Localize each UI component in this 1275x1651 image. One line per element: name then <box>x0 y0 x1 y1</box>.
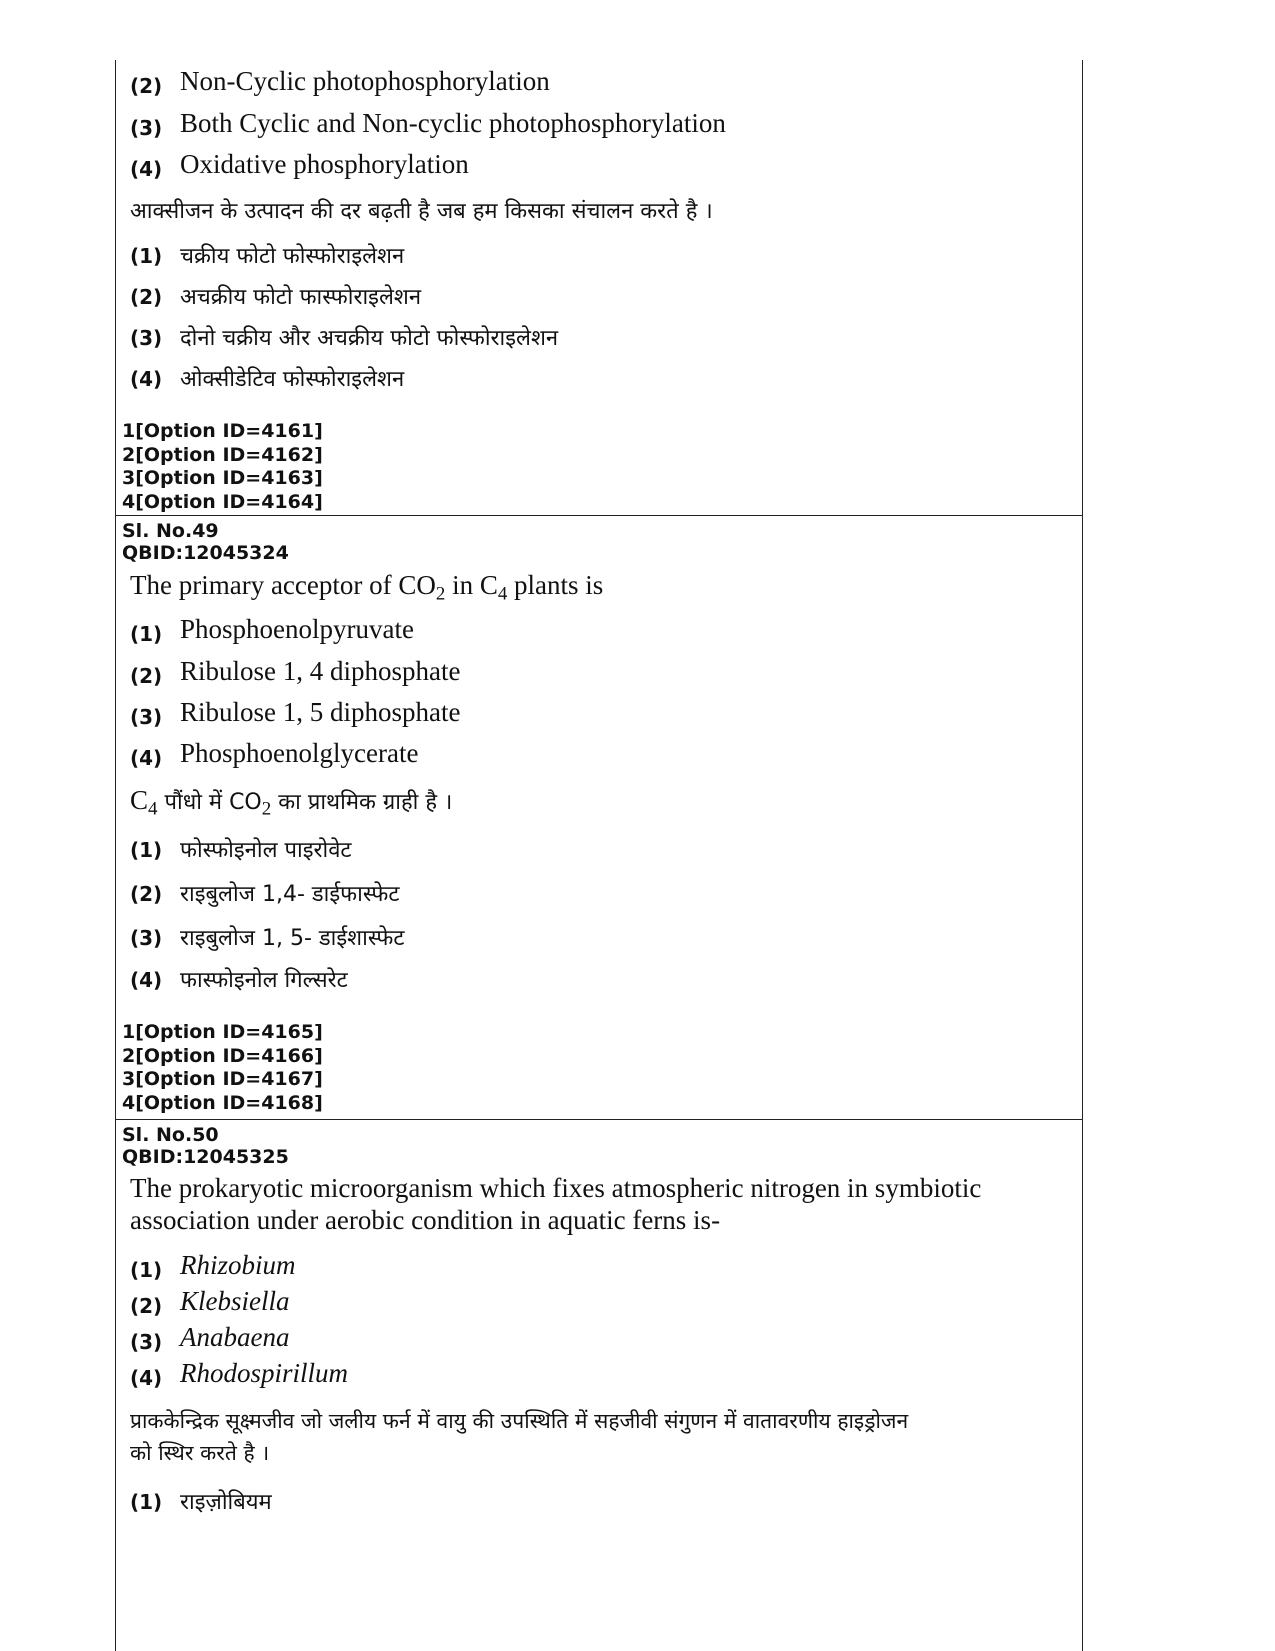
option-number: (1) <box>130 1490 163 1514</box>
stem-text: in C <box>445 570 498 600</box>
question-stem <box>130 1172 981 1236</box>
option-number: (4) <box>130 367 163 391</box>
option-text: Klebsiella <box>180 1286 290 1316</box>
option-number: (2) <box>130 882 163 906</box>
option-id: 1[Option ID=4165] <box>122 1021 323 1043</box>
option-text-hindi: राइबुलोज 1,4- डाईफास्फेट <box>180 882 400 907</box>
option-text: Phosphoenolglycerate <box>180 738 419 768</box>
option-number: (1) <box>130 1258 163 1282</box>
option-id: 2[Option ID=4162] <box>122 443 323 466</box>
serial-number: Sl. No.50 <box>122 1124 219 1146</box>
stem-text: का प्राथमिक ग्राही है । <box>271 790 453 815</box>
option-number: (4) <box>130 968 163 992</box>
question-stem-hindi <box>130 1405 908 1469</box>
option-number: (3) <box>130 326 163 350</box>
subscript: 4 <box>497 583 508 605</box>
option-text-hindi: फास्फोइनोल गिल्सरेट <box>180 968 348 993</box>
option-text: Ribulose 1, 4 diphosphate <box>180 656 461 686</box>
stem-line: प्राककेन्द्रिक सूक्ष्मजीव जो जलीय फर्न में वायु की उपस्थिति में सहजीवी संगुणन में वातावरणीय हाइड्रोजन <box>130 1409 909 1433</box>
question-stem-hindi: आक्सीजन के उत्पादन की दर बढ़ती है जब हम किसका संचालन करते है । <box>130 199 713 224</box>
option-text: Ribulose 1, 5 diphosphate <box>180 697 461 727</box>
stem-text: The primary acceptor of CO <box>130 570 436 600</box>
option-text-hindi: राइज़ोबियम <box>180 1490 272 1515</box>
option-number: (3) <box>130 926 163 950</box>
option-number: (2) <box>130 1294 163 1318</box>
stem-text: पौंधो में CO <box>157 790 262 815</box>
option-number: (1) <box>130 244 163 268</box>
option-text: Anabaena <box>180 1322 290 1352</box>
option-text-hindi: अचक्रीय फोटो फास्फोराइलेशन <box>180 285 422 310</box>
subscript: 2 <box>435 583 446 605</box>
question-meta <box>122 1124 289 1168</box>
subscript: 2 <box>261 798 272 820</box>
option-id: 3[Option ID=4167] <box>122 1068 323 1090</box>
stem-line: association under aerobic condition in aquatic ferns is- <box>130 1205 721 1235</box>
option-text: Oxidative phosphorylation <box>180 149 469 179</box>
option-text: Phosphoenolpyruvate <box>180 614 414 644</box>
stem-line: को स्थिर करते है । <box>130 1441 270 1465</box>
option-text-hindi: दोनो चक्रीय और अचक्रीय फोटो फोस्फोराइलेशन <box>180 326 559 351</box>
question-50 <box>116 1120 1082 1651</box>
option-text-hindi: ओक्सीडेटिव फोस्फोराइलेशन <box>180 367 405 392</box>
subscript: 4 <box>148 798 158 820</box>
question-49 <box>116 516 1082 1119</box>
question-stem <box>130 569 603 611</box>
option-id-list <box>122 1021 323 1115</box>
question-meta <box>122 520 289 564</box>
stem-line: The prokaryotic microorganism which fixes atmospheric nitrogen in symbiotic <box>130 1173 982 1203</box>
option-text-hindi: फोस्फोइनोल पाइरोवेट <box>180 838 352 863</box>
option-number: (2) <box>130 74 163 98</box>
option-number: (2) <box>130 285 163 309</box>
option-id: 3[Option ID=4163] <box>122 467 323 489</box>
option-id: 4[Option ID=4168] <box>122 1091 323 1114</box>
option-number: (4) <box>130 157 163 181</box>
option-id: 4[Option ID=4164] <box>122 490 323 513</box>
option-number: (4) <box>130 746 163 770</box>
option-text-hindi: राइबुलोज 1, 5- डाईशास्फेट <box>180 926 405 951</box>
option-number: (3) <box>130 705 163 729</box>
option-id: 1[Option ID=4161] <box>122 420 323 442</box>
question-bank-id: QBID:12045325 <box>122 1146 289 1168</box>
option-number: (3) <box>130 116 163 140</box>
option-number: (1) <box>130 622 163 646</box>
option-number: (1) <box>130 838 163 862</box>
stem-text: C <box>130 785 149 815</box>
option-number: (2) <box>130 664 163 688</box>
option-id: 2[Option ID=4166] <box>122 1044 323 1067</box>
option-text: Rhizobium <box>180 1250 296 1280</box>
option-number: (4) <box>130 1366 163 1390</box>
option-text: Non-Cyclic photophosphorylation <box>180 66 550 96</box>
stem-text: plants is <box>507 570 604 600</box>
option-text: Rhodospirillum <box>180 1358 349 1388</box>
question-bank-id: QBID:12045324 <box>122 542 289 564</box>
option-id-list <box>122 420 323 514</box>
option-text: Both Cyclic and Non-cyclic photophosphorylation <box>180 108 726 138</box>
option-text-hindi: चक्रीय फोटो फोस्फोराइलेशन <box>180 244 405 269</box>
serial-number: Sl. No.49 <box>122 520 219 542</box>
option-number: (3) <box>130 1330 163 1354</box>
question-frame <box>115 60 1083 1651</box>
question-48-tail <box>116 60 1082 515</box>
question-stem-hindi <box>130 784 452 826</box>
